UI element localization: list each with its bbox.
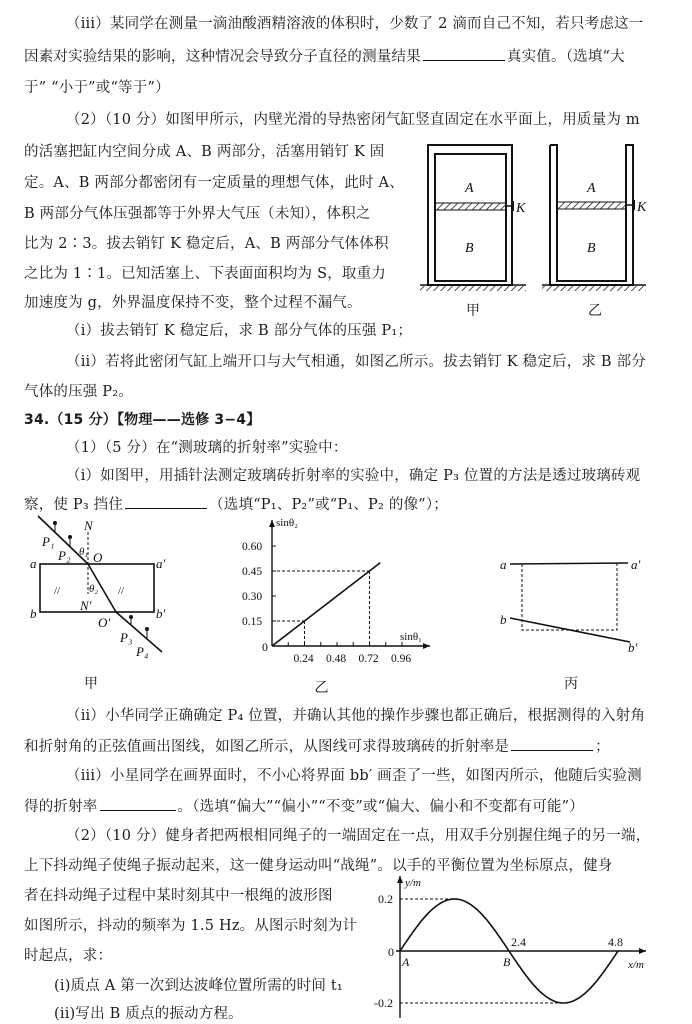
label-p3: P₃ xyxy=(120,630,133,645)
q33-iii-line3: 于” “小于”或“等于”） xyxy=(24,80,170,96)
label-b-jia: B xyxy=(465,241,474,256)
interface-aa xyxy=(510,563,628,564)
y-axis-label: sinθ₂ xyxy=(276,517,298,529)
q34-ii-line1: （ii）小华同学正确确定 P₄ 位置，并确认其他的操作步骤也都正确后，根据测得的入射角 xyxy=(66,708,646,724)
q34-iii-line2-text: 得的折射率 xyxy=(24,799,98,815)
refraction-figure-bing xyxy=(480,540,692,700)
y-tick-label: 0.15 xyxy=(242,616,263,628)
q34-iii-line1: （iii）小星同学在画界面时，不小心将界面 bb′ 画歪了一些，如图丙所示，他随后实验测 xyxy=(66,768,642,784)
q33-iii-line2 xyxy=(24,46,625,67)
piston-jia xyxy=(435,203,506,210)
point-label-a: A xyxy=(402,955,410,969)
q33-2-line5: 比为 2∶3。拔去销钉 K 稳定后，A、B 两部分气体体积 xyxy=(24,236,389,252)
x-tick-label: 2.4 xyxy=(511,935,526,949)
label-n-prime: N′ xyxy=(80,598,92,613)
chart-title: 乙 xyxy=(314,681,329,696)
cylinder-figures xyxy=(410,130,692,330)
refraction-figure-jia xyxy=(0,510,240,700)
y-axis-arrow-icon xyxy=(397,876,403,883)
q33-iii-line2-tail: 真实值。（选填“大 xyxy=(506,49,625,65)
x-tick-label: 0.72 xyxy=(358,653,379,665)
q34-part2-line5: 时起点，求： xyxy=(24,948,113,964)
q34-part2-line1: （2）（10 分）健身者把两根相同绳子的一端固定在一点，用双手分别握住绳子的另一端， xyxy=(66,828,651,844)
y-axis-arrow-icon xyxy=(269,520,275,527)
y-axis-label: y/m xyxy=(405,877,421,889)
q34-iii-line2 xyxy=(24,796,584,817)
q33-2-sub-ii-1: （ii）若将此密闭气缸上端开口与大气相通，如图乙所示。拔去销钉 K 稳定后，求 B 部分 xyxy=(66,354,646,370)
q33-iii-line2-text: 因素对实验结果的影响，这种情况会导致分子直径的测量结果 xyxy=(24,49,421,65)
q33-2-line4: B 两部分气体压强都等于外界大气压（未知），体积之 xyxy=(24,206,371,222)
point-label-b: B xyxy=(503,955,511,969)
y-tick-label: 0.45 xyxy=(242,566,263,578)
pin-k-jia xyxy=(511,201,514,211)
cylinder-jia xyxy=(420,145,526,319)
x-tick-label: 0.96 xyxy=(391,653,412,665)
piston-yi xyxy=(557,202,626,209)
origin-label: 0 xyxy=(388,945,394,959)
q33-2-line1: （2）（10 分）如图甲所示，内壁光滑的导热密闭气缸竖直固定在水平面上，用质量为 m xyxy=(66,112,640,128)
label-p2: P₂ xyxy=(58,548,71,563)
figure-label-yi: 乙 xyxy=(588,304,602,319)
label-p4: P₄ xyxy=(136,644,149,659)
figure-label-bing: 丙 xyxy=(564,677,578,692)
x-tick-label: 0.48 xyxy=(326,653,347,665)
x-axis-arrow-icon xyxy=(639,948,646,954)
q33-2-line7: 加速度为 g，外界温度保持不变，整个过程不漏气。 xyxy=(24,295,362,311)
q33-2-line3: 定。A、B 两部分都密闭有一定质量的理想气体，此时 A、 xyxy=(24,175,404,191)
q34-part2-line2: 上下抖动绳子使绳子振动起来，这一健身运动叫“战绳”。以手的平衡位置为坐标原点，健身 xyxy=(24,858,613,874)
q34-part1-title: （1）（5 分）在“测玻璃的折射率”实验中： xyxy=(66,440,348,456)
cylinder-yi xyxy=(542,145,647,319)
x-tick-label: 4.8 xyxy=(608,935,623,949)
y-tick-label: 0.30 xyxy=(242,591,263,603)
answer-blank[interactable] xyxy=(511,736,593,751)
q34-iii-line2-tail: 。（选填“偏大”“偏小”“不变”或“偏大、偏小和不变都有可能”） xyxy=(177,799,584,815)
label-b: b xyxy=(500,612,507,627)
label-p1: P₁ xyxy=(42,534,55,549)
label-a: a xyxy=(500,557,507,572)
sin-chart xyxy=(230,510,460,700)
glass-hatch-icon: // xyxy=(54,585,61,597)
figure-label-jia: 甲 xyxy=(466,304,480,319)
origin-label: 0 xyxy=(262,640,268,654)
q34-ii-line2 xyxy=(24,736,610,757)
ground-jia xyxy=(420,286,526,291)
q34-part2-line4: 如图所示，抖动的频率为 1.5 Hz。从图示时刻为计 xyxy=(24,918,358,934)
q33-iii-line1: （iii）某同学在测量一滴油酸酒精溶液的体积时，少数了 2 滴而自己不知，若只考虑这一 xyxy=(66,16,644,32)
glass-hatch-icon: // xyxy=(118,585,125,597)
figure-label-jia: 甲 xyxy=(84,677,98,692)
x-axis-label: sinθ₁ xyxy=(400,631,422,643)
q34-ii-line2-text: 和折射角的正弦值画出图线，如图乙所示，从图线可求得玻璃砖的折射率是 xyxy=(24,739,510,755)
q34-part2-ii: (ii)写出 B 质点的振动方程。 xyxy=(54,1006,243,1022)
q34-i-line1: （i）如图甲，用插针法测定玻璃砖折射率的实验中，确定 P₃ 位置的方法是透过玻璃砖观 xyxy=(66,468,641,484)
label-b-prime: b′ xyxy=(156,606,166,621)
label-theta2: θ₂ xyxy=(89,583,99,595)
label-n: N xyxy=(84,518,93,533)
q34-header: 34.（15 分）【物理——选修 3−4】 xyxy=(24,412,261,428)
q34-part2-line3: 者在抖动绳子过程中某时刻其中一根绳的波形图 xyxy=(24,888,333,904)
answer-blank[interactable] xyxy=(423,46,505,61)
label-theta1: θ₁ xyxy=(79,546,89,558)
x-axis-arrow-icon xyxy=(423,643,430,649)
label-b: b xyxy=(30,606,37,621)
ground-yi xyxy=(542,286,646,291)
pin-k-yi xyxy=(632,200,635,210)
label-b-yi: B xyxy=(587,241,596,256)
x-axis-label: x/m xyxy=(628,959,644,971)
q34-i-line2-text: 察，使 P₃ 挡住 xyxy=(24,497,124,513)
label-k-yi: K xyxy=(637,200,647,215)
q34-ii-end: ； xyxy=(595,739,610,755)
label-a: a xyxy=(30,556,37,571)
q33-2-line6: 之比为 1∶1。已知活塞上、下表面面积均为 S，取重力 xyxy=(24,266,387,282)
label-k-jia: K xyxy=(516,201,526,216)
y-tick-label: 0.2 xyxy=(378,892,393,906)
pin-p4-icon xyxy=(145,627,149,631)
answer-blank[interactable] xyxy=(100,796,176,811)
label-a-yi: A xyxy=(587,181,596,196)
q33-2-sub-i: （i）拔去销钉 K 稳定后，求 B 部分气体的压强 P₁； xyxy=(66,323,413,339)
x-tick-label: 0.24 xyxy=(293,653,314,665)
label-o: O xyxy=(93,550,103,565)
pin-p3-icon xyxy=(129,615,133,619)
label-b-prime: b′ xyxy=(628,640,638,655)
wave-chart xyxy=(360,870,692,1023)
pin-p2-icon xyxy=(68,535,72,539)
pin-p1-icon xyxy=(53,521,57,525)
label-a-prime: a′ xyxy=(631,557,641,572)
q33-2-sub-ii-2: 气体的压强 P₂。 xyxy=(24,384,133,400)
data-line xyxy=(272,563,380,646)
q34-part2-i: (i)质点 A 第一次到达波峰位置所需的时间 t₁ xyxy=(54,978,343,994)
y-tick-label: -0.2 xyxy=(374,996,393,1010)
q34-i-line2-tail: （选填“P₁、P₂”或“P₁、P₂ 的像”）； xyxy=(209,497,448,513)
y-tick-label: 0.60 xyxy=(242,541,263,553)
label-a-prime: a′ xyxy=(156,556,166,571)
q33-2-line2: 的活塞把缸内空间分成 A、B 两部分，活塞用销钉 K 固 xyxy=(24,144,385,160)
answer-blank[interactable] xyxy=(125,494,207,509)
true-boundary xyxy=(522,563,617,630)
label-o-prime: O′ xyxy=(98,615,111,630)
label-a-jia: A xyxy=(465,181,474,196)
